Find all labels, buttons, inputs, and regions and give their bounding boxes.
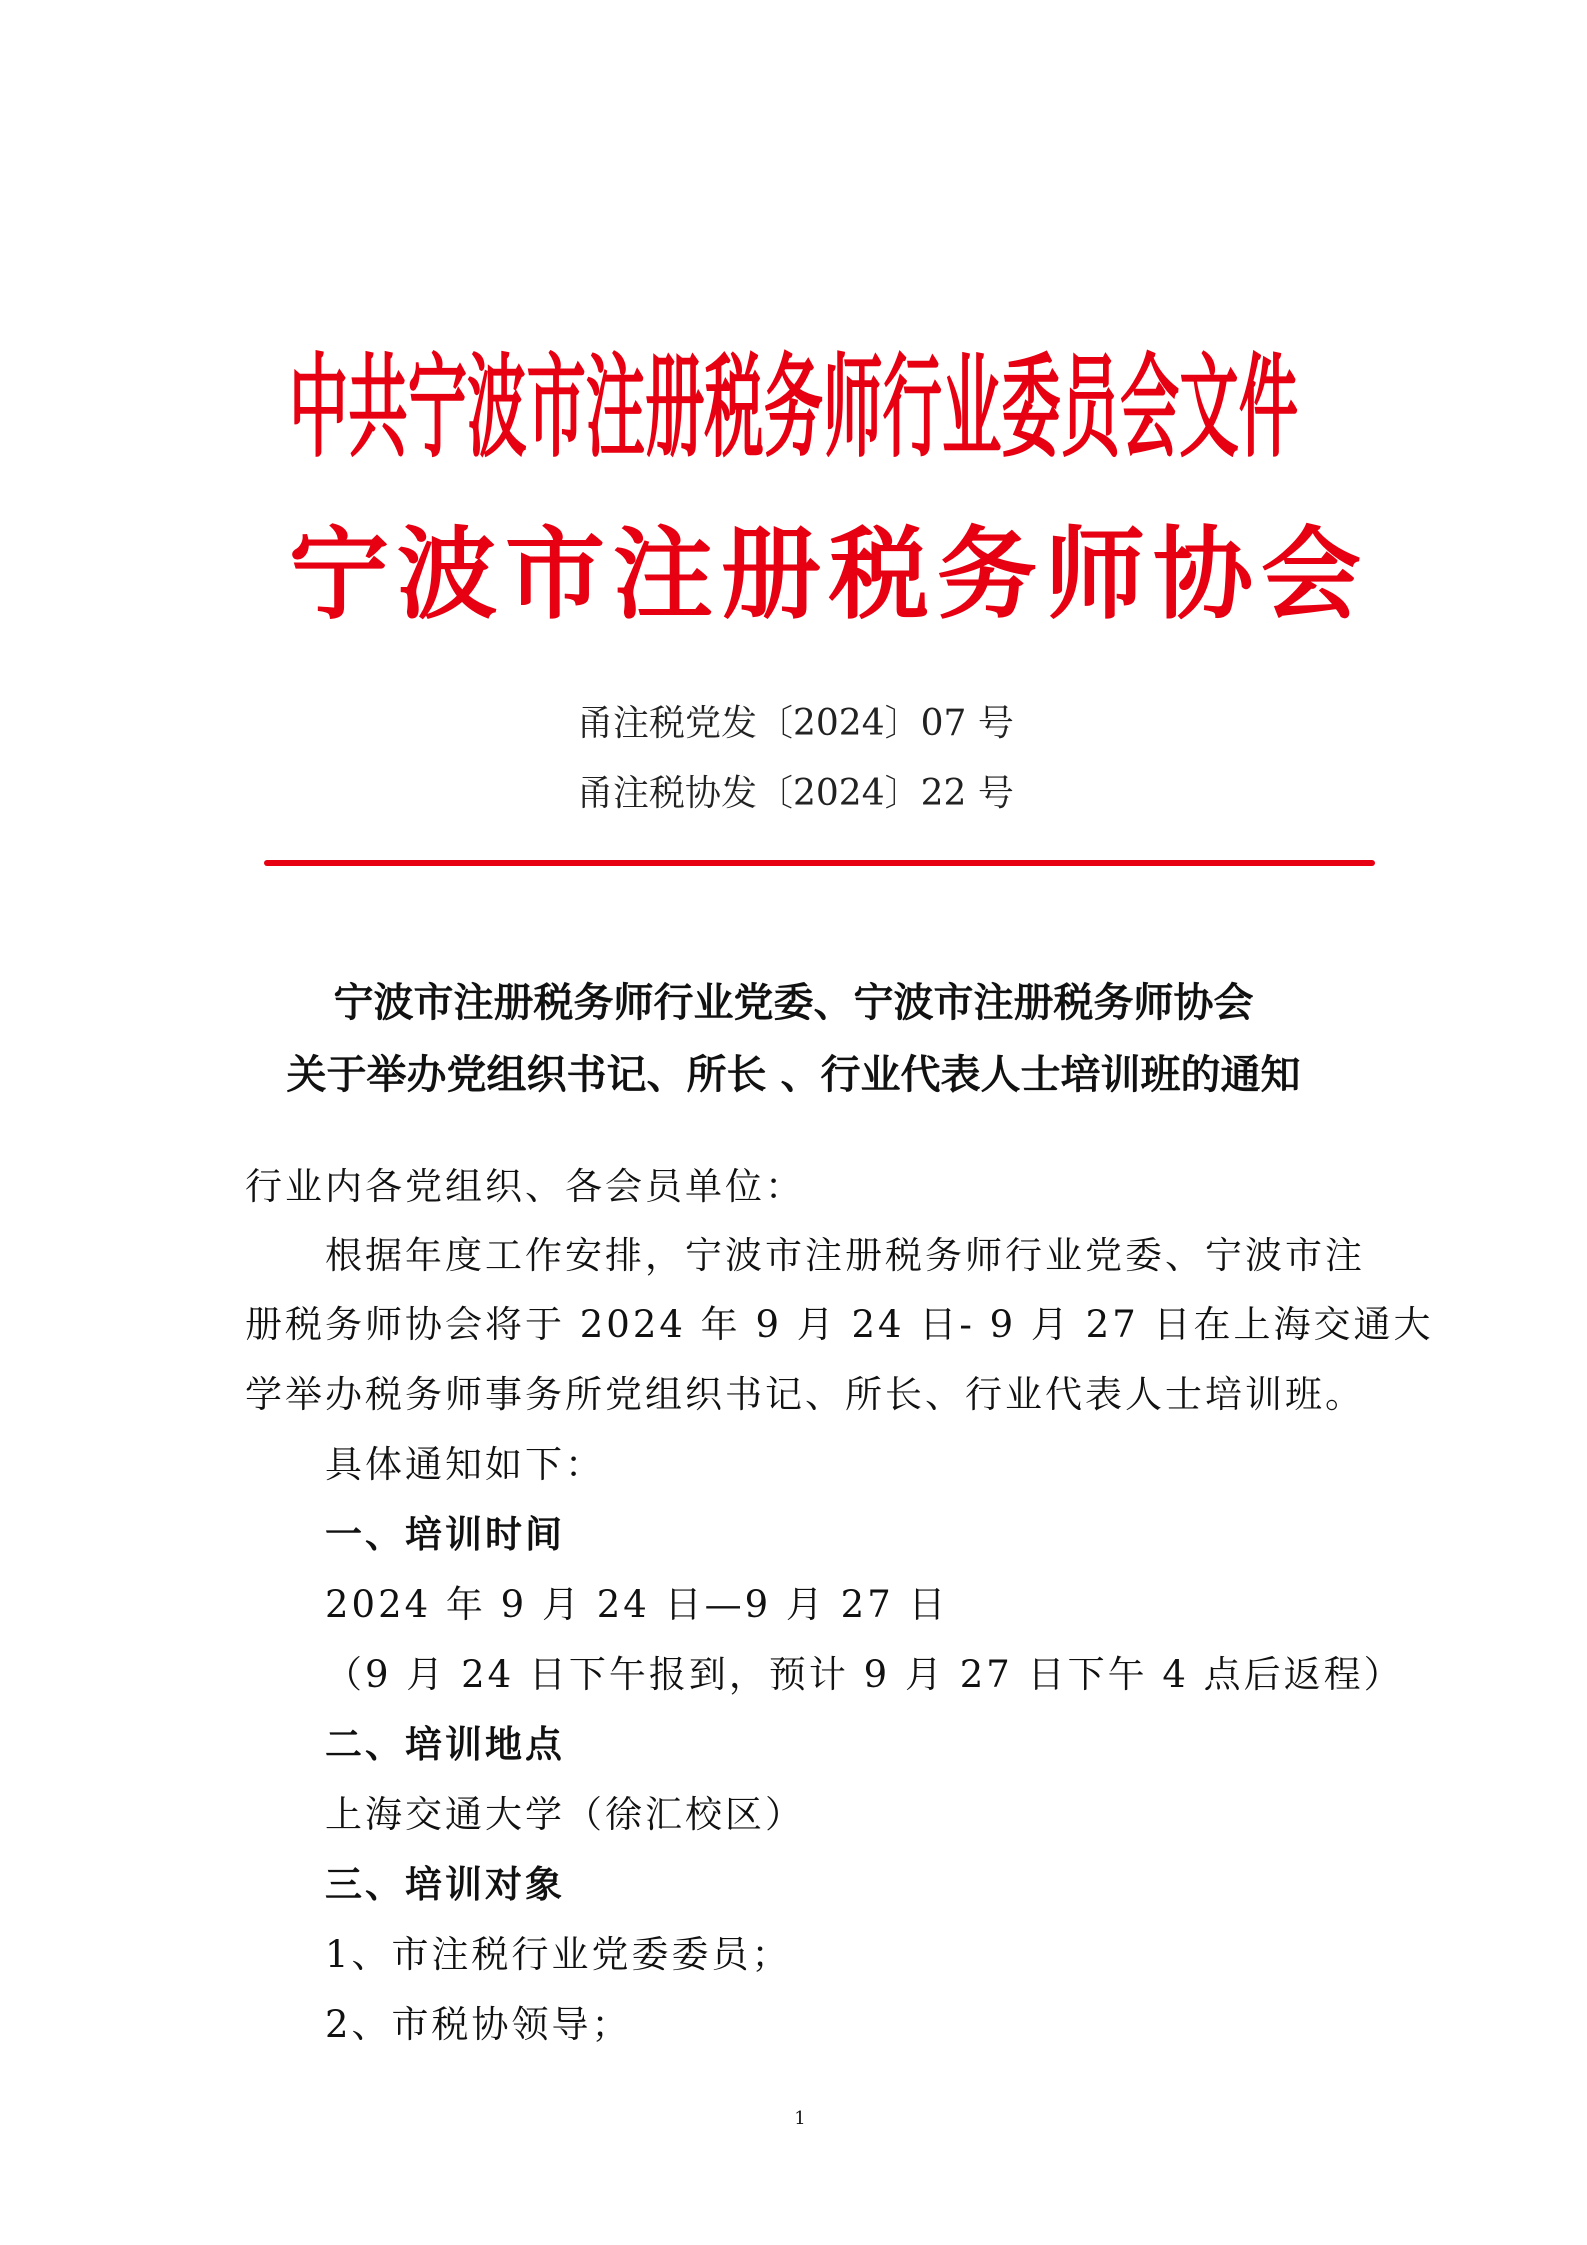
section-heading-time: 一、培训时间	[325, 1512, 565, 1556]
masthead-line-2: 宁波市注册税务师协会	[289, 516, 1369, 633]
notice-title-line-1: 宁波市注册税务师行业党委、宁波市注册税务师协会	[333, 979, 1254, 1026]
notice-title-line-2: 关于举办党组织书记、所长 、行业代表人士培训班的通知	[286, 1051, 1301, 1098]
section-heading-participants: 三、培训对象	[325, 1862, 565, 1906]
doc-number-association: 甬注税协发〔2024〕22 号	[577, 773, 1014, 814]
paragraph-line: 具体通知如下：	[325, 1443, 605, 1486]
paragraph-line: 学举办税务师事务所党组织书记、所长、行业代表人士培训班。	[245, 1373, 1365, 1416]
salutation: 行业内各党组织、各会员单位：	[245, 1165, 805, 1208]
participant-item: 1、市注税行业党委委员；	[325, 1933, 792, 1976]
training-dates: 2024 年 9 月 24 日—9 月 27 日	[325, 1583, 949, 1626]
paragraph-line: 册税务师协会将于 2024 年 9 月 24 日- 9 月 27 日在上海交通大	[245, 1303, 1434, 1346]
page-number: 1	[794, 2108, 806, 2129]
training-location: 上海交通大学（徐汇校区）	[325, 1793, 805, 1836]
participant-item: 2、市税协领导；	[325, 2003, 632, 2046]
doc-number-party: 甬注税党发〔2024〕07 号	[577, 703, 1014, 744]
red-divider	[264, 860, 1375, 866]
section-heading-location: 二、培训地点	[325, 1722, 565, 1766]
training-schedule-note: （9 月 24 日下午报到，预计 9 月 27 日下午 4 点后返程）	[325, 1653, 1404, 1696]
masthead-line-1: 中共宁波市注册税务师行业委员会文件	[289, 343, 1299, 473]
paragraph-line: 根据年度工作安排，宁波市注册税务师行业党委、宁波市注	[325, 1234, 1365, 1277]
